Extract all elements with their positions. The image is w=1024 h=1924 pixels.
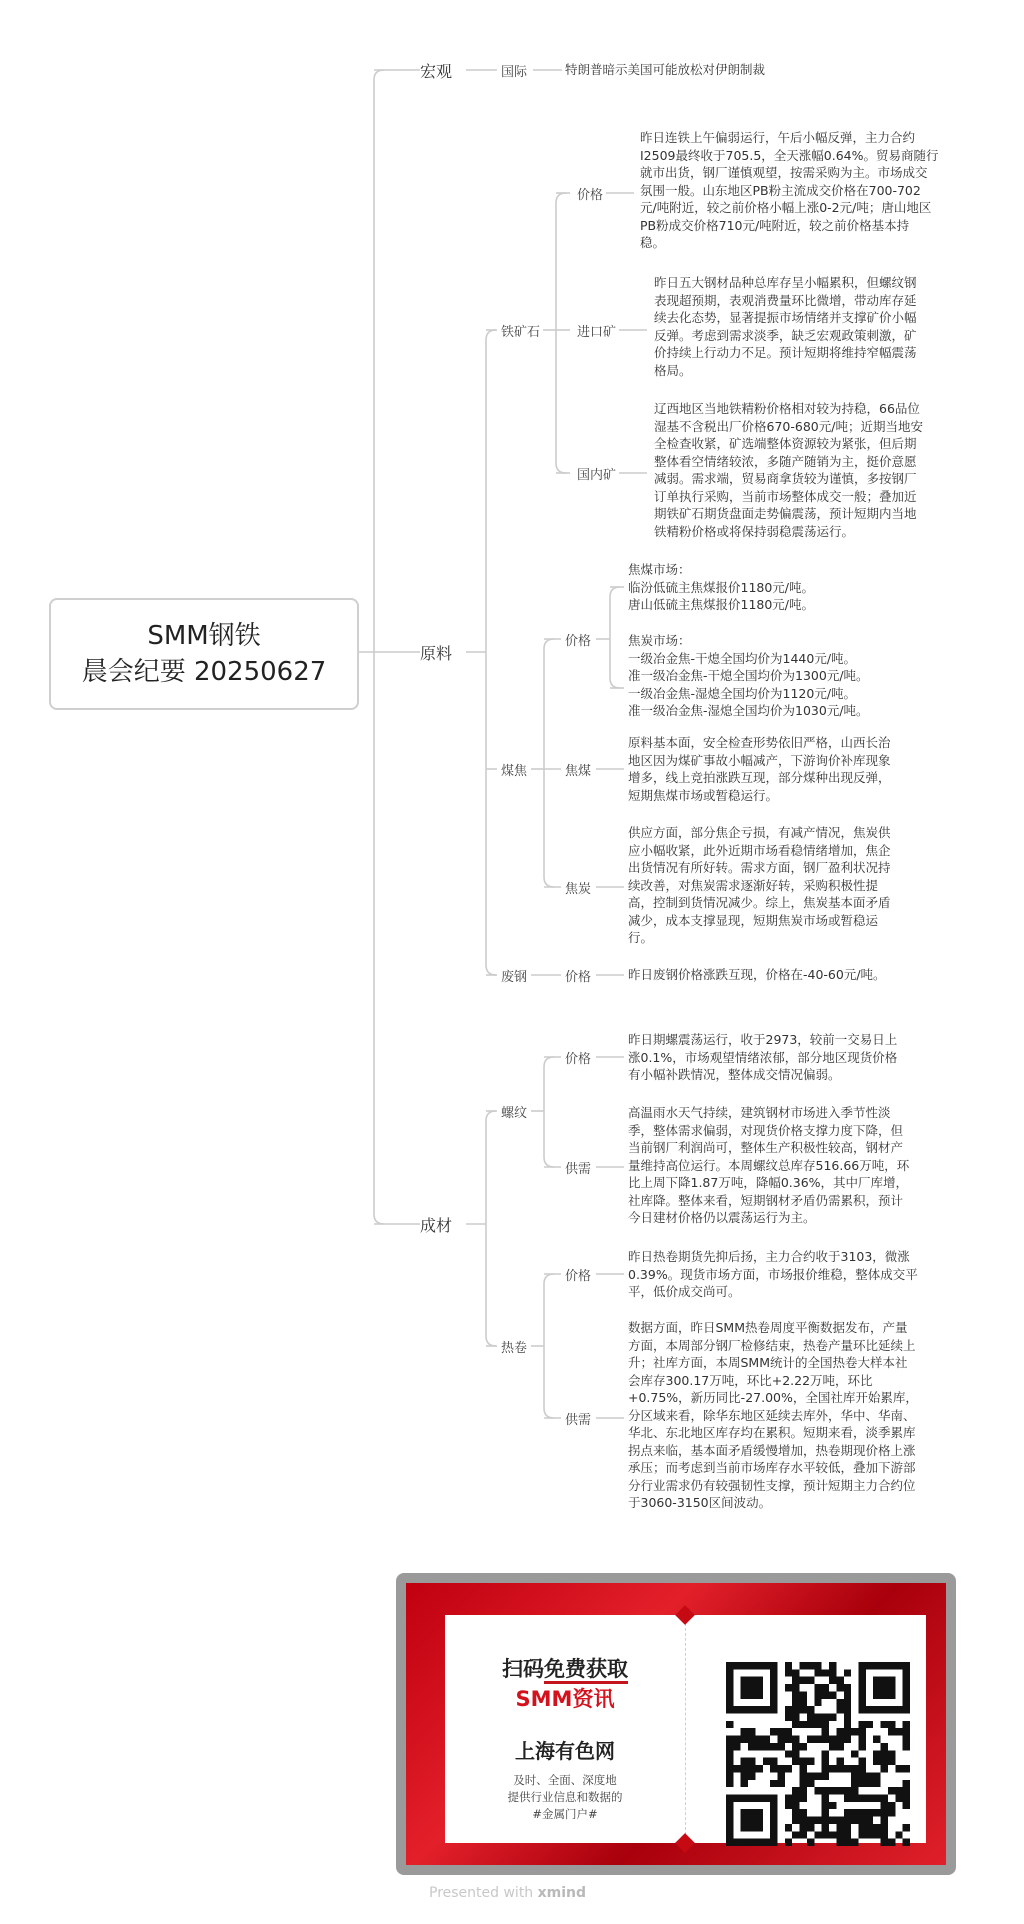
note-rebar-price: 昨日期螺震荡运行，收于2973，较前一交易日上 涨0.1%，市场观望情绪浓郁，部分地区现货价格 有小幅补跌情况，整体成交情况偏弱。 (628, 1032, 898, 1082)
node-iron-price[interactable]: 价格 (577, 188, 604, 203)
node-macro[interactable]: 宏观 (420, 62, 453, 81)
note-domestic-ore: 辽西地区当地铁精粉价格相对较为持稳，66品位 湿基不含税出厂价格670-680元/吨；近期当地安 全检查收紧，矿选端整体资源较为紧张，但后期 整体看空情绪较浓，多随产随销为主，挺价意愿 减弱。需求端，贸易商拿货较为谨慎，多按钢厂 订单执行采购，当前市场整体成交一般；叠加近 期铁矿石期货盘面走势偏震荡，预计短期内当地 铁精粉价格或将保持弱稳震荡运行。 (654, 401, 923, 539)
promo-text-panel (445, 1615, 685, 1843)
promo-divider (685, 1623, 686, 1835)
promo-banner (396, 1573, 956, 1875)
node-rebar[interactable]: 螺纹 (501, 1106, 528, 1121)
promo-red-frame (406, 1583, 946, 1865)
promo-smm-news: SMM资讯 (515, 1687, 615, 1711)
promo-slogan: 及时、全面、深度地 提供行业信息和数据的 #金属门户# (507, 1773, 623, 1821)
note-coke: 供应方面，部分焦企亏损，有减产情况，焦炭供 应小幅收紧，此外近期市场看稳情绪增加，焦企 出货情况有所好转。需求方面，钢厂盈利状况持 续改善，对焦炭需求逐渐好转，采购积极性提 高，控制到货情况减少。综上，焦炭基本面矛盾 减少，成本支撑显现，短期焦炭市场或暂稳运 行。 (628, 825, 891, 945)
promo-card (445, 1615, 926, 1843)
note-coke-market: 焦炭市场： 一级冶金焦-干熄全国均价为1440元/吨。 准一级冶金焦-干熄全国均价为1300元/吨。 一级冶金焦-湿熄全国均价为1120元/吨。 准一级冶金焦-湿熄全国均价为1030元/吨。 (628, 633, 869, 718)
node-international[interactable]: 国际 (501, 65, 528, 80)
node-hot-rolled-coil[interactable]: 热卷 (501, 1341, 528, 1356)
node-domestic-ore[interactable]: 国内矿 (577, 468, 617, 483)
note-international: 特朗普暗示美国可能放松对伊朗制裁 (565, 62, 766, 77)
node-coal-coke[interactable]: 煤焦 (501, 764, 528, 779)
promo-headline (445, 1653, 685, 1683)
node-coking-coal[interactable]: 焦煤 (565, 764, 592, 779)
node-hrc-price[interactable]: 价格 (565, 1269, 592, 1284)
note-scrap-price: 昨日废钢价格涨跌互现，价格在-40-60元/吨。 (628, 967, 886, 982)
note-coking-coal-market: 焦煤市场： 临汾低硫主焦煤报价1180元/吨。 唐山低硫主焦煤报价1180元/吨。 (628, 562, 815, 612)
root-title: SMM钢铁 (147, 621, 261, 651)
promo-headline-scan: 扫码 (502, 1657, 544, 1681)
note-hrc-supply-demand: 数据方面，昨日SMM热卷周度平衡数据发布，产量 方面，本周部分钢厂检修结束，热卷产量环比延续上 升；社库方面，本周SMM统计的全国热卷大样本社 会库存300.17万吨，环比+2.22万吨，环比 +0.75%，新历同比-27.00%，全国社库开始累库， 分区域来看，除华东地区延续去库外，华中、华南、 华北、东北地区库存均在累积。短期来看，淡季累库 拐点来临，基本面矛盾缓慢增加，热卷期现价格上涨 承压；而考虑到当前市场库存水平较低，叠加下游部 分行业需求仍有较强韧性支撑，预计短期主力合约位 于3060-3150区间波动。 (628, 1320, 918, 1510)
promo-brand-name: 上海有色网 (515, 1739, 615, 1763)
node-scrap-price[interactable]: 价格 (565, 970, 592, 985)
footer-brand: xmind (537, 1885, 587, 1901)
root-subtitle: 晨会纪要 20250627 (81, 657, 327, 687)
root-node[interactable] (49, 598, 359, 710)
promo-headline-free: 免费获取 (544, 1657, 628, 1684)
qr-code-icon[interactable] (726, 1662, 910, 1846)
note-imported-ore: 昨日五大钢材品种总库存呈小幅累积，但螺纹钢 表现超预期，表观消费量环比微增，带动库存延 续去化态势，显著提振市场情绪并支撑矿价小幅 反弹。考虑到需求淡季，缺乏宏观政策刺激，矿 价持续上行动力不足。预计短期将维持窄幅震荡 格局。 (654, 275, 917, 378)
footer-prefix: Presented with (429, 1885, 538, 1901)
node-hrc-supply-demand[interactable]: 供需 (565, 1413, 592, 1428)
node-coke[interactable]: 焦炭 (565, 882, 592, 897)
node-raw-materials[interactable]: 原料 (420, 644, 453, 663)
node-rebar-price[interactable]: 价格 (565, 1052, 592, 1067)
xmind-footer[interactable] (429, 1885, 586, 1901)
node-imported-ore[interactable]: 进口矿 (577, 325, 617, 340)
node-rebar-supply-demand[interactable]: 供需 (565, 1162, 592, 1177)
note-hrc-price: 昨日热卷期货先抑后扬，主力合约收于3103，微涨 0.39%。现货市场方面，市场报价维稳，整体成交平 平，低价成交尚可。 (628, 1249, 918, 1299)
note-iron-price: 昨日连铁上午偏弱运行，午后小幅反弹，主力合约 I2509最终收于705.5，全天涨幅0.64%。贸易商随行 就市出货，钢厂谨慎观望，按需采购为主。市场成交 氛围一般。山东地区PB粉主流成交价格在700-702 元/吨附近，较之前价格小幅上涨0-2元/吨；唐山地区 PB粉成交价格710元/吨附近，较之前价格基本持 稳。 (640, 130, 939, 250)
node-scrap-steel[interactable]: 废钢 (501, 970, 528, 985)
node-finished-products[interactable]: 成材 (420, 1216, 453, 1235)
note-coking-coal: 原料基本面，安全检查形势依旧严格，山西长治 地区因为煤矿事故小幅减产，下游询价补库现象 增多，线上竞拍涨跌互现，部分煤种出现反弹， 短期焦煤市场或暂稳运行。 (628, 735, 891, 803)
note-rebar-supply-demand: 高温雨水天气持续，建筑钢材市场进入季节性淡 季，整体需求偏弱，对现货价格支撑力度下降，但 当前钢厂利润尚可，整体生产积极性较高，钢材产 量维持高位运行。本周螺纹总库存516.66万吨，环 比上周下降1.87万吨，降幅0.36%，其中厂库增， 社库降。整体来看，短期钢材矛盾仍需累积，预计 今日建材价格仍以震荡运行为主。 (628, 1105, 910, 1225)
node-iron-ore[interactable]: 铁矿石 (501, 325, 541, 340)
node-coal-price[interactable]: 价格 (565, 634, 592, 649)
